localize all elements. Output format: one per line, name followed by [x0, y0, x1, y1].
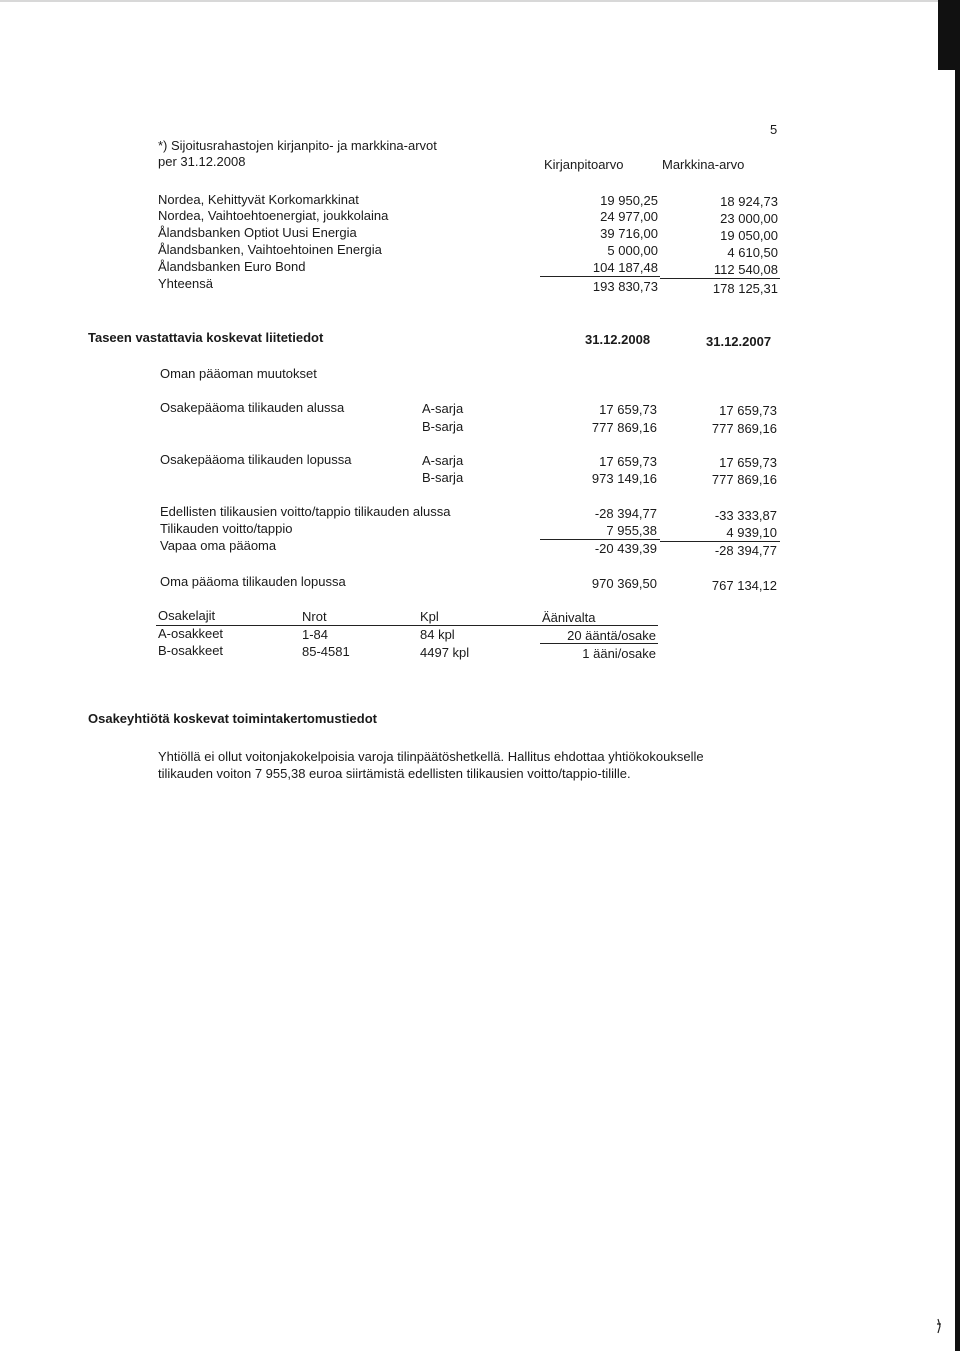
- investment-book-value: 104 187,48: [592, 260, 658, 275]
- share-count: 4497 kpl: [420, 645, 470, 660]
- subtotal-rule-2008: [540, 539, 660, 540]
- value-2007: 17 659,73: [719, 403, 777, 418]
- value-2008: 7 955,38: [606, 523, 657, 538]
- equity-end-label: Oma pääoma tilikauden lopussa: [160, 574, 346, 589]
- value-2008: 17 659,73: [599, 402, 657, 417]
- investment-book-value: 24 977,00: [600, 209, 658, 224]
- value-2007: 4 939,10: [726, 525, 777, 540]
- table-header-numbers: Nrot: [302, 609, 327, 624]
- table-header-class: Osakelajit: [158, 608, 216, 623]
- investment-market-value: 112 540,08: [713, 262, 778, 277]
- value-2007: 777 869,16: [711, 421, 777, 436]
- table-header-rule: [156, 625, 658, 626]
- investments-total-market: 178 125,31: [712, 281, 778, 296]
- investment-market-value: 4 610,50: [727, 245, 778, 260]
- investment-book-value: 39 716,00: [600, 226, 658, 241]
- column-header-market-value: Markkina-arvo: [662, 157, 745, 172]
- share-numbers: 85-4581: [302, 644, 350, 659]
- scan-top-edge: [0, 0, 960, 2]
- share-votes: 1 ääni/osake: [582, 646, 656, 661]
- retained-label: Tilikauden voitto/tappio: [160, 521, 293, 536]
- investments-total-label: Yhteensä: [158, 276, 213, 291]
- votes-rule: [540, 643, 658, 644]
- investment-name: Nordea, Vaihtoehtoenergiat, joukkolaina: [158, 208, 389, 223]
- value-2008: 777 869,16: [591, 420, 657, 435]
- value-2008: 970 369,50: [591, 576, 657, 591]
- table-header-count: Kpl: [420, 609, 439, 624]
- table-header-votes: Äänivalta: [542, 610, 596, 625]
- column-header-2007: 31.12.2007: [706, 334, 772, 349]
- investment-book-value: 19 950,25: [600, 193, 658, 208]
- scan-mark-icon: [936, 1318, 942, 1334]
- investment-name: Ålandsbanken, Vaihtoehtoinen Energia: [158, 242, 382, 257]
- investment-market-value: 19 050,00: [720, 228, 778, 243]
- share-class: A-osakkeet: [158, 626, 224, 641]
- value-2007: 777 869,16: [711, 472, 777, 487]
- investments-title-line2: per 31.12.2008: [158, 154, 246, 169]
- investments-title-line1: *) Sijoitusrahastojen kirjanpito- ja markkina-arvot: [158, 138, 437, 153]
- share-capital-start-label: Osakepääoma tilikauden alussa: [160, 400, 345, 415]
- investments-total-book: 193 830,73: [592, 279, 658, 294]
- share-count: 84 kpl: [420, 627, 455, 642]
- investment-market-value: 23 000,00: [720, 211, 778, 226]
- section-heading: Osakeyhtiötä koskevat toimintakertomustiedot: [88, 711, 377, 726]
- value-2007: 17 659,73: [719, 455, 777, 470]
- subtotal-rule-book: [540, 276, 660, 277]
- share-class: B-osakkeet: [158, 643, 224, 658]
- value-2008: 973 149,16: [591, 471, 657, 486]
- retained-label: Vapaa oma pääoma: [160, 538, 277, 553]
- series-label: B-sarja: [422, 419, 464, 434]
- subsection-heading: Oman pääoman muutokset: [160, 366, 317, 381]
- share-capital-end-label: Osakepääoma tilikauden lopussa: [160, 452, 352, 467]
- subtotal-rule-market: [660, 278, 780, 279]
- series-label: B-sarja: [422, 470, 464, 485]
- share-votes: 20 ääntä/osake: [567, 628, 656, 643]
- series-label: A-sarja: [422, 453, 464, 468]
- section-heading: Taseen vastattavia koskevat liitetiedot: [88, 330, 324, 345]
- column-header-2008: 31.12.2008: [585, 332, 651, 347]
- retained-label: Edellisten tilikausien voitto/tappio tilikauden alussa: [160, 504, 451, 519]
- value-2008: -28 394,77: [594, 506, 657, 521]
- value-2008: 17 659,73: [599, 454, 657, 469]
- investment-name: Ålandsbanken Euro Bond: [158, 259, 306, 274]
- subtotal-rule-2007: [660, 541, 780, 542]
- scan-right-edge: [955, 30, 960, 1351]
- investment-name: Ålandsbanken Optiot Uusi Energia: [158, 225, 357, 240]
- paragraph-line: tilikauden voiton 7 955,38 euroa siirtämistä edellisten tilikausien voitto/tappio-tilille.: [158, 766, 631, 781]
- investment-name: Nordea, Kehittyvät Korkomarkkinat: [158, 192, 359, 207]
- investment-book-value: 5 000,00: [607, 243, 658, 258]
- series-label: A-sarja: [422, 401, 464, 416]
- column-header-book-value: Kirjanpitoarvo: [544, 157, 624, 172]
- value-2008: -20 439,39: [594, 541, 657, 556]
- value-2007: -28 394,77: [714, 543, 777, 558]
- value-2007: 767 134,12: [711, 578, 777, 593]
- page-number: 5: [770, 122, 778, 137]
- value-2007: -33 333,87: [714, 508, 777, 523]
- paragraph-line: Yhtiöllä ei ollut voitonjakokelpoisia varoja tilinpäätöshetkellä. Hallitus ehdottaa yhtiökokoukselle: [158, 749, 704, 764]
- investment-market-value: 18 924,73: [720, 194, 778, 209]
- share-numbers: 1-84: [302, 627, 329, 642]
